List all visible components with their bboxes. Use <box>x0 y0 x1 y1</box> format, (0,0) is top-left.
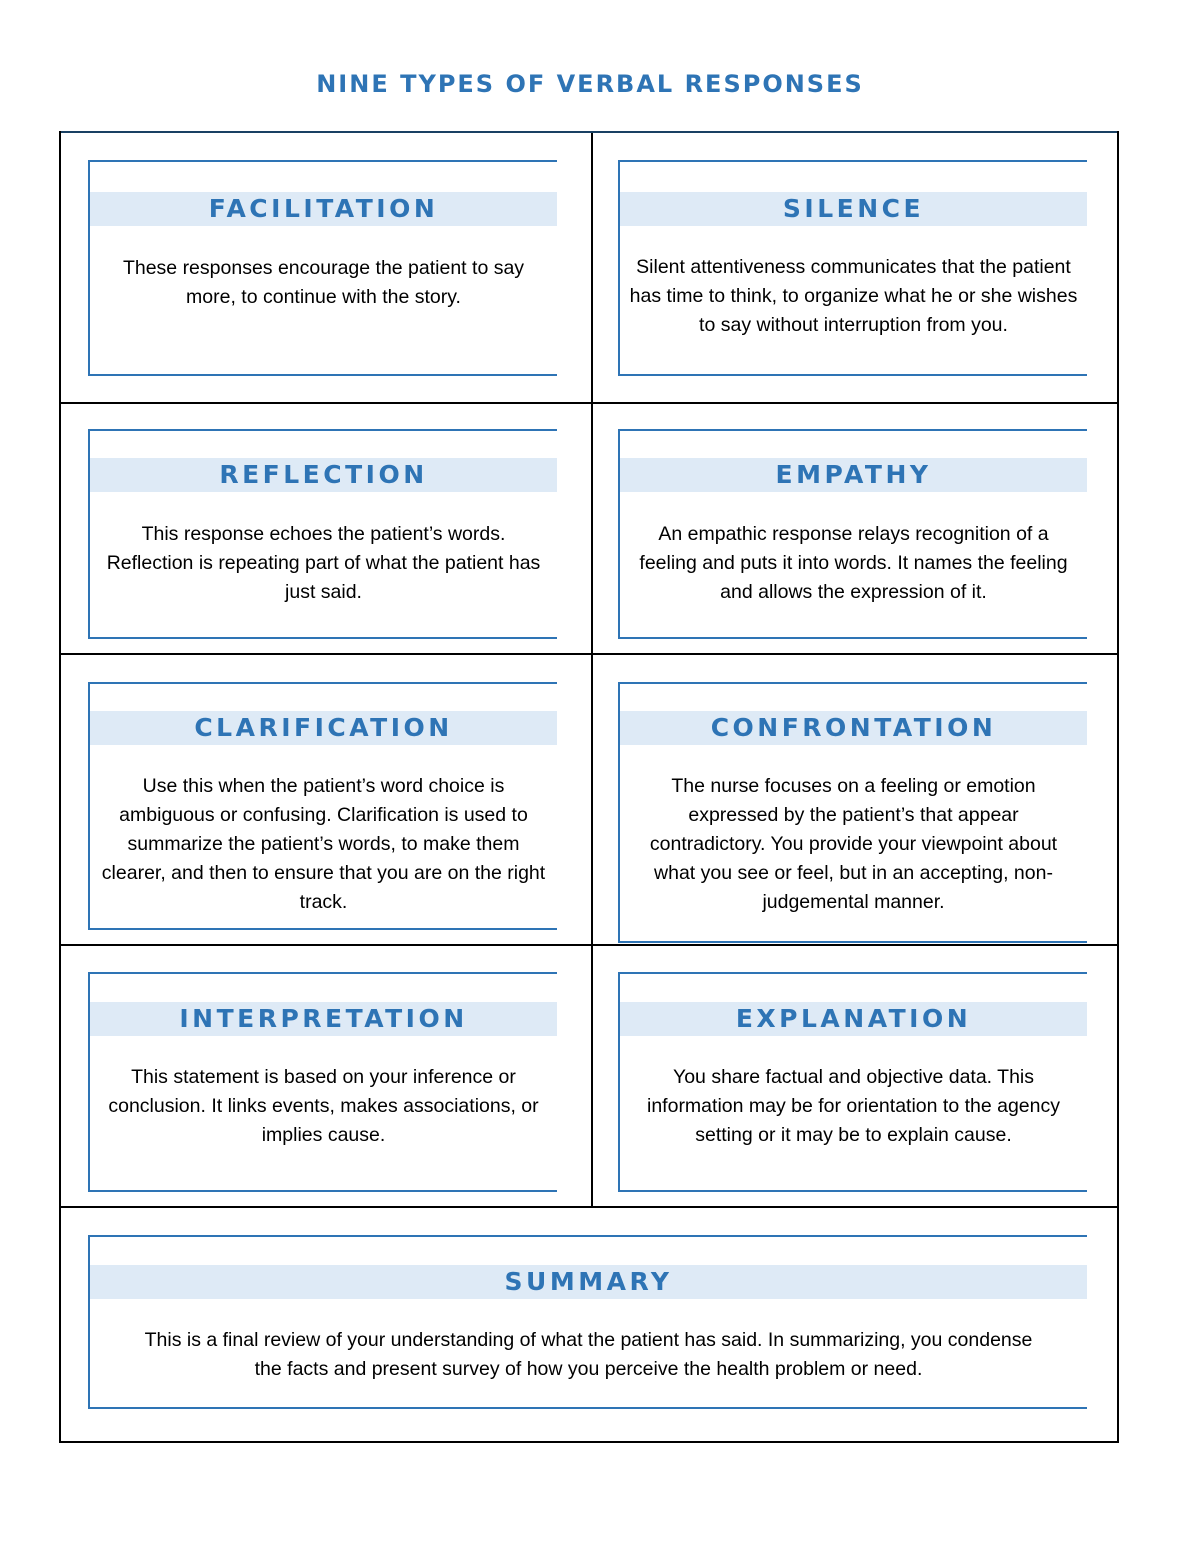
grid-row-divider <box>61 944 1117 946</box>
facilitation-card <box>88 160 557 376</box>
silence-card <box>618 160 1087 376</box>
card-description: Silent attentiveness communicates that the patient has time to think, to organize what he or she wishes to say without interruption from you. <box>629 256 1078 336</box>
grid-row-divider <box>61 653 1117 655</box>
card-description: The nurse focuses on a feeling or emotion expressed by the patient’s that appear contradictory. You provide your viewpoint about what you see or feel, but in an accepting, non-judgemental manner. <box>649 775 1058 913</box>
card-heading: CONFRONTATION <box>620 711 1087 745</box>
confrontation-card <box>618 682 1087 943</box>
card-heading: REFLECTION <box>90 458 557 492</box>
card-heading: INTERPRETATION <box>90 1002 557 1036</box>
empathy-card <box>618 429 1087 639</box>
explanation-card <box>618 972 1087 1192</box>
grid-column-divider <box>591 133 593 1208</box>
card-heading: CLARIFICATION <box>90 711 557 745</box>
card-heading: EMPATHY <box>620 458 1087 492</box>
card-heading: FACILITATION <box>90 192 557 226</box>
page-title: NINE TYPES OF VERBAL RESPONSES <box>316 70 864 98</box>
card-description: These responses encourage the patient to say more, to continue with the story. <box>122 257 525 308</box>
card-heading: SILENCE <box>620 192 1087 226</box>
card-description: An empathic response relays recognition of a feeling and puts it into words. It names the feeling and allows the expression of it. <box>639 523 1068 603</box>
interpretation-card <box>88 972 557 1192</box>
card-description: This statement is based on your inference or conclusion. It links events, makes associations, or implies cause. <box>108 1066 539 1146</box>
clarification-card <box>88 682 557 930</box>
grid-row-divider <box>61 1206 1117 1208</box>
grid-row-divider <box>61 402 1117 404</box>
card-description: This response echoes the patient’s words. Reflection is repeating part of what the patient has just said. <box>106 523 541 603</box>
summary-card <box>88 1235 1087 1409</box>
card-description: You share factual and objective data. This information may be for orientation to the agency setting or it may be to explain cause. <box>647 1066 1060 1146</box>
card-description: This is a final review of your understanding of what the patient has said. In summarizing, you condense the facts and present survey of how you perceive the health problem or need. <box>144 1329 1033 1380</box>
reflection-card <box>88 429 557 639</box>
card-heading: SUMMARY <box>90 1265 1087 1299</box>
card-description: Use this when the patient’s word choice is ambiguous or confusing. Clarification is used to summarize the patient’s words, to make them clearer, and then to ensure that you are on the right track. <box>101 775 546 913</box>
grid-top-accent <box>61 131 1117 133</box>
card-heading: EXPLANATION <box>620 1002 1087 1036</box>
